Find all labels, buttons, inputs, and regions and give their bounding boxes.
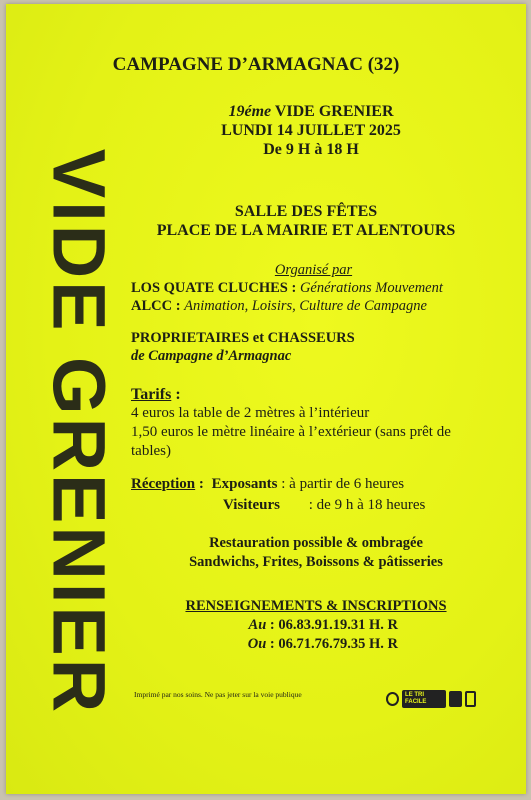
organizers-label: Organisé par	[274, 262, 353, 278]
bin-icon	[449, 691, 462, 707]
contact	[156, 597, 476, 654]
venue	[126, 202, 486, 240]
event-name: VIDE GRENIER	[274, 103, 394, 120]
tarifs-line-1: 4 euros la table de 2 mètres à l’intérieur	[131, 405, 370, 421]
venue-line-1: SALLE DES FÊTES	[234, 203, 378, 220]
footer-note: Imprimé par nos soins. Ne pas jeter sur la voie publique	[134, 690, 302, 699]
exposants-value: : à partir de 6 heures	[281, 476, 405, 492]
food-line-2: Sandwichs, Frites, Boissons & pâtisseries	[189, 554, 443, 570]
tri-facile-logo: LE TRI FACILE	[402, 690, 446, 708]
org2-desc: Animation, Loisirs, Culture de Campagne	[184, 298, 427, 314]
contact-title: RENSEIGNEMENTS & INSCRIPTIONS	[185, 598, 447, 614]
event-hours: De 9 H à 18 H	[263, 141, 359, 158]
reception	[131, 474, 476, 516]
food-line-1: Restauration possible & ombragée	[209, 535, 423, 551]
vertical-title-text: VIDE GRENIER	[37, 148, 121, 716]
org1-name: LOS QUATE CLUCHES :	[131, 280, 297, 296]
header-location: CAMPAGNE D’ARMAGNAC (32)	[112, 54, 400, 75]
recycle-icon	[386, 692, 399, 706]
recycling-logos	[386, 684, 476, 714]
phone1: : 06.83.91.19.31 H. R	[269, 617, 398, 633]
trash-icon	[465, 691, 476, 707]
exposants-label: Exposants	[211, 476, 278, 492]
venue-line-2: PLACE DE LA MAIRIE ET ALENTOURS	[156, 222, 456, 239]
vertical-title	[34, 112, 124, 752]
reception-colon: :	[195, 476, 204, 492]
phone1-label: Au	[248, 617, 267, 633]
phone2: : 06.71.76.79.35 H. R	[269, 636, 398, 652]
org1-desc: Générations Mouvement	[299, 280, 443, 296]
organizers	[131, 261, 476, 365]
tarifs	[131, 386, 471, 461]
event-date: LUNDI 14 JUILLET 2025	[221, 122, 401, 139]
phone2-label: Ou	[247, 636, 267, 652]
poster	[6, 4, 526, 794]
event-info	[196, 102, 426, 159]
tarifs-colon: :	[171, 386, 181, 403]
visiteurs-label: Visiteurs	[223, 497, 280, 513]
owners-line-2: de Campagne d’Armagnac	[131, 348, 292, 364]
visiteurs-value: : de 9 h à 18 heures	[308, 497, 426, 513]
owners-line-1: PROPRIETAIRES et CHASSEURS	[131, 330, 355, 346]
org2-name: ALCC :	[131, 298, 181, 314]
reception-label: Réception	[131, 476, 196, 492]
food	[156, 534, 476, 572]
tarifs-label: Tarifs	[131, 386, 172, 403]
event-edition: 19éme	[228, 103, 272, 120]
tarifs-line-2: 1,50 euros le mètre linéaire à l’extérieur (sans prêt de tables)	[131, 424, 451, 459]
